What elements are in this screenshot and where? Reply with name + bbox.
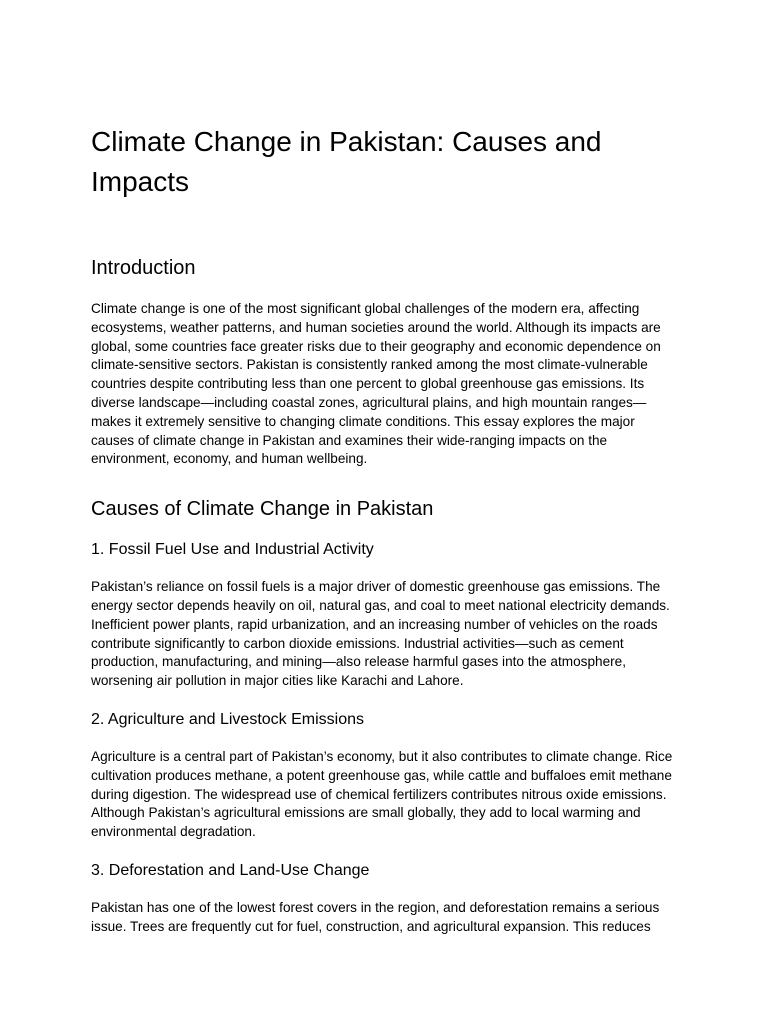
section-heading-agriculture: 2. Agriculture and Livestock Emissions xyxy=(91,710,365,728)
document-title: Climate Change in Pakistan: Causes and Impacts xyxy=(91,126,602,197)
causes-heading: Causes of Climate Change in Pakistan xyxy=(91,498,434,521)
section-heading-fossil-fuel: 1. Fossil Fuel Use and Industrial Activity xyxy=(91,541,374,559)
introduction-heading: Introduction xyxy=(91,257,196,279)
introduction-paragraph: Climate change is one of the most significant global challenges of the modern era, affecting ecosystems, weather patterns, and human societies around the world. Although its impacts are global, some countries face greater risks due to their geography and economic dependence on climate-sensitive sectors. Pakistan is consistently ranked among the most climate-vulnerable countries despite contributing less than one percent to global greenhouse gas emissions. Its diverse landscape—including coastal zones, agricultural plains, and high mountain ranges—makes it extremely sensitive to changing climate conditions. This essay explores the major causes of climate change in Pakistan and examines their wide-ranging impacts on the environment, economy, and human wellbeing. xyxy=(91,301,661,467)
section-paragraph-fossil-fuel: Pakistan’s reliance on fossil fuels is a major driver of domestic greenhouse gas emissions. The energy sector depends heavily on oil, natural gas, and coal to meet national electricity demands. Inefficient power plants, rapid urbanization, and an increasing number of vehicles on the roads contribute significantly to carbon dioxide emissions. Industrial activities—such as cement production, manufacturing, and mining—also release harmful gases into the atmosphere, worsening air pollution in major cities like Karachi and Lahore. xyxy=(91,579,670,689)
section-paragraph-agriculture: Agriculture is a central part of Pakistan’s economy, but it also contributes to climate change. Rice cultivation produces methane, a potent greenhouse gas, while cattle and buffaloes emit methane during digestion. The widespread use of chemical fertilizers contributes nitrous oxide emissions. Although Pakistan’s agricultural emissions are small globally, they add to local warming and environmental degradation. xyxy=(91,748,673,840)
document-body xyxy=(91,122,681,937)
section-paragraph-deforestation: Pakistan has one of the lowest forest covers in the region, and deforestation remains a serious issue. Trees are frequently cut for fuel, construction, and agricultural expansion. This reduces xyxy=(91,899,660,934)
section-heading-deforestation: 3. Deforestation and Land-Use Change xyxy=(91,861,370,879)
